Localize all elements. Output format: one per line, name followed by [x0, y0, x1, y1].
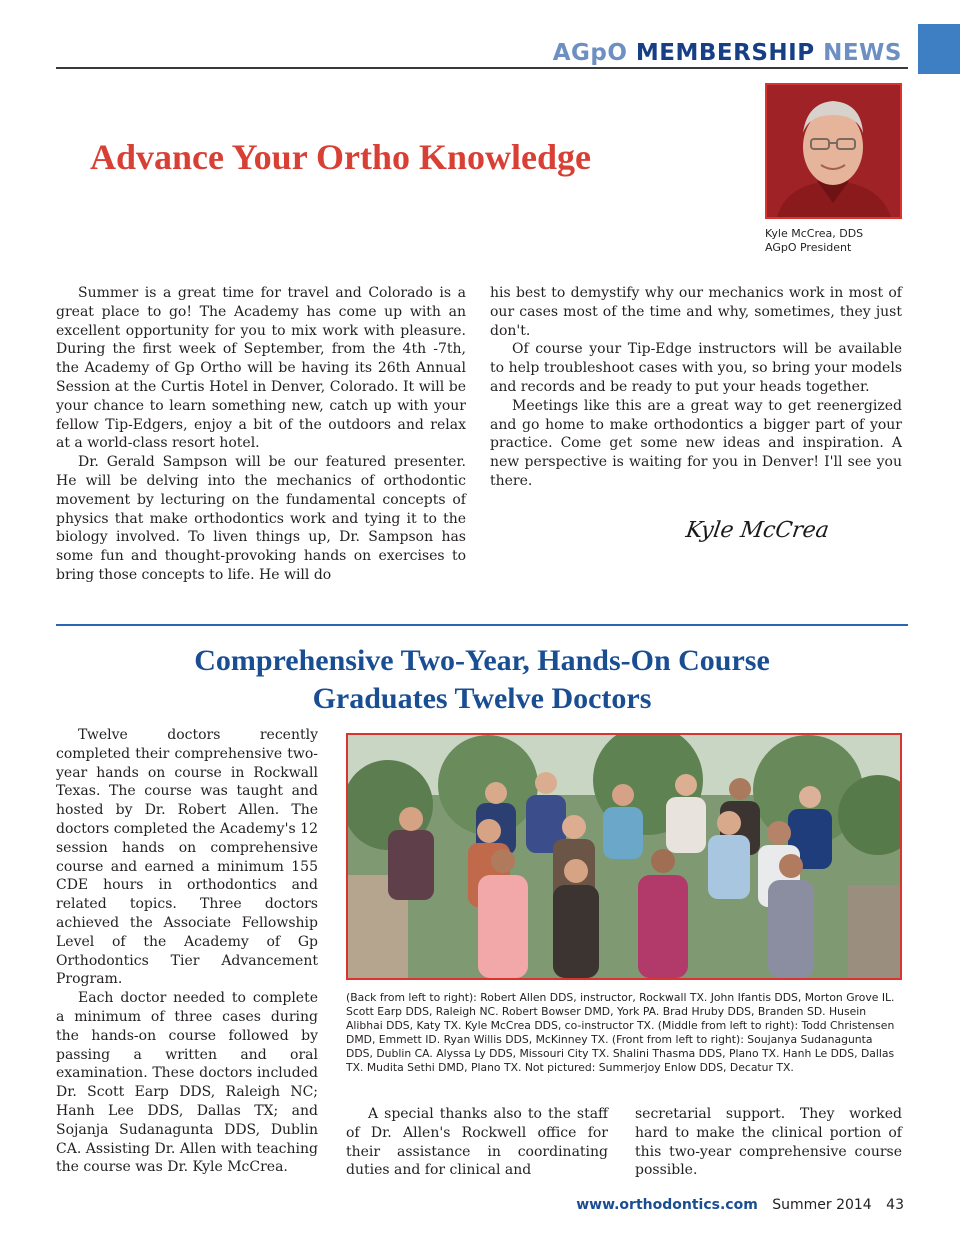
blue-corner-tab [918, 24, 960, 74]
article2-left-column [56, 726, 318, 1177]
article-title: Advance Your Ortho Knowledge [90, 137, 592, 177]
course-title-line1: Comprehensive Two-Year, Hands-On Course [194, 644, 770, 677]
group-photo-illustration [348, 735, 900, 978]
article1-paragraph: Of course your Tip-Edge instructors will be available to help troubleshoot cases with you, so bring your models and records and be ready to put your heads together. [490, 341, 902, 395]
footer-page-number: 43 [886, 1197, 904, 1213]
article2-paragraph: Twelve doctors recently completed their comprehensive two-year hands on course in Rockwall Texas. The course was taught and hosted by Dr. Robert Allen. The doctors completed the Academy's 12 session hands on comprehensive course and earned a minimum 155 CDE hours in orthodontics and related topics. Three doctors achieved the Associate Fellowship Level of the Academy of Gp Orthodontics Tier Advancement Program. [56, 727, 318, 988]
graduates-group-photo [346, 733, 902, 980]
article1-right-column [490, 284, 902, 491]
article1-paragraph: his best to demystify why our mechanics work in most of our cases most of the time and why, sometimes, they just don't. [490, 285, 902, 339]
article1-paragraph: Meetings like this are a great way to get reenergized and go home to make orthodontics a bigger part of your practice. Come get some new ideas and inspiration. A new perspective is waiting for you in Denver! I'll see you there. [490, 397, 902, 489]
article2-paragraph: secretarial support. They worked hard to make the clinical portion of this two-year comprehensive course possible. [635, 1106, 902, 1179]
footer-issue: Summer 2014 [772, 1197, 872, 1213]
header-membership: MEMBERSHIP [635, 40, 815, 66]
header-agpo: AGpO [552, 40, 628, 66]
page-footer [576, 1197, 904, 1213]
article1-paragraph: Dr. Gerald Sampson will be our featured presenter. He will be delving into the mechanics of orthodontic movement by lecturing on the fundamental concepts of physics that make orthodontics work and tying it to the biology involved. To liven things up, Dr. Sampson has some fun and thought-provoking hands on exercises to bring those concepts to life. He will do [56, 454, 466, 583]
article2-paragraph: Each doctor needed to complete a minimum of three cases during the hands-on course followed by passing a written and oral examination. These doctors included Dr. Scott Earp DDS, Raleigh NC; Hanh Lee DDS, Dallas TX; and Sojanja Sudanagunta DDS, Dublin CA. Assisting Dr. Allen with teaching the course was Dr. Kyle McCrea. [56, 990, 318, 1176]
footer-url[interactable]: www.orthodontics.com [576, 1197, 758, 1213]
portrait-caption-name: Kyle McCrea, DDS [765, 227, 864, 240]
president-signature: Kyle McCrea [684, 518, 831, 543]
article2-paragraph: A special thanks also to the staff of Dr. Allen's Rockwell office for their assistance in coordinating duties and for clinical and [346, 1106, 608, 1179]
article1-paragraph: Summer is a great time for travel and Colorado is a great place to go! The Academy has come up with an excellent opportunity for you to mix work with pleasure. During the first week of September, from the 4th -7th, the Academy of Gp Ortho will be having its 26th Annual Session at the Curtis Hotel in Denver, Colorado. It will be your chance to learn something new, catch up with your fellow Tip-Edgers, enjoy a bit of the outdoors and relax at a world-class resort hotel. [56, 285, 466, 452]
section-header [553, 40, 902, 66]
header-rule [56, 67, 908, 69]
portrait-caption-role: AGpO President [765, 241, 852, 254]
portrait-illustration [767, 85, 900, 217]
group-photo-caption: (Back from left to right): Robert Allen DDS, instructor, Rockwall TX. John Ifantis DDS, Morton Grove IL. Scott Earp DDS, Raleigh NC. Robert Bowser DMD, York PA. Brad Hruby DDS, Branden SD. Husein Alibhai DDS, Katy TX. Kyle McCrea DDS, co-instructor TX. (Middle from left to right): Todd Christensen DMD, Emmett ID. Ryan Willis DDS, McKinney TX. (Front from left to right): Soujanya Sudanagunta DDS, Dublin CA. Alyssa Ly DDS, Missouri City TX. Shalini Thasma DDS, Plano TX. Hanh Le DDS, Dallas TX. Mudita Sethi DMD, Plano TX. Not pictured: Summerjoy Enlow DDS, Decatur TX. [346, 991, 895, 1074]
portrait-caption [765, 227, 863, 255]
article2-right-column [635, 1105, 902, 1180]
course-title-line2: Graduates Twelve Doctors [312, 682, 652, 715]
header-news: NEWS [823, 40, 902, 66]
course-article-title [56, 642, 908, 718]
section-divider [56, 624, 908, 626]
article2-mid-column [346, 1105, 608, 1180]
president-portrait [765, 83, 902, 219]
article1-left-column [56, 284, 466, 585]
